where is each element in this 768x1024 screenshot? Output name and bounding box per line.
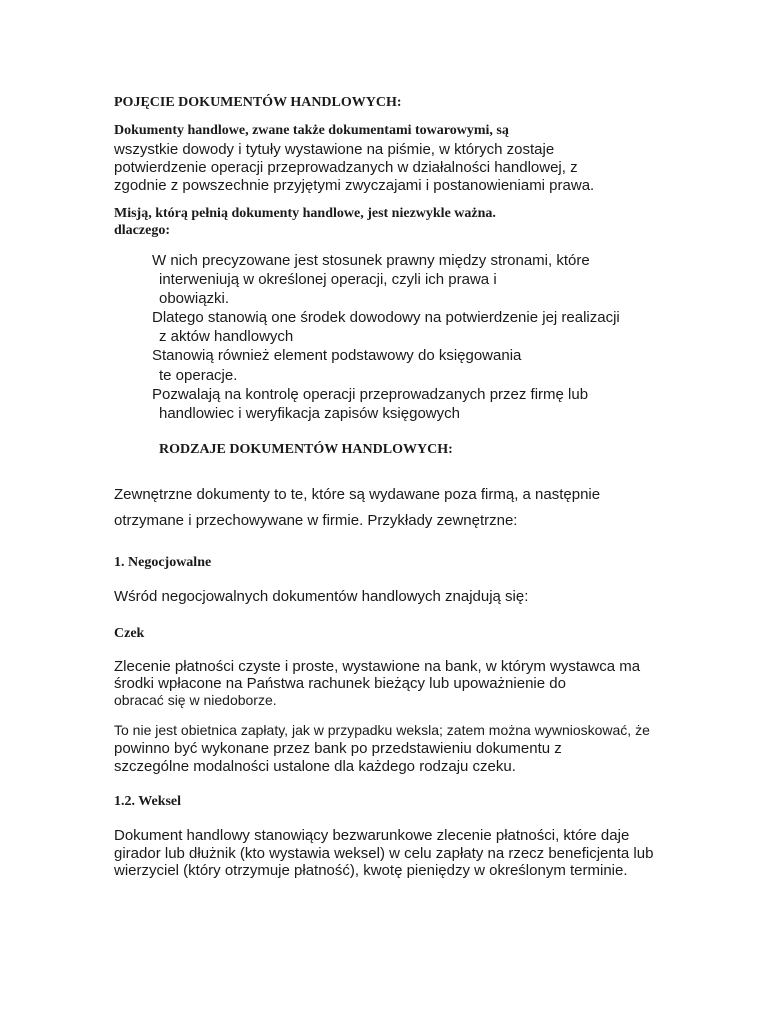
section-negocjowalne: 1. Negocjowalne (114, 555, 212, 570)
bullet-text: Dlatego stanowią one środek dowodowy na potwierdzenie jej realizacji (152, 309, 620, 326)
czek-paragraph: Zlecenie płatności czyste i proste, wystawione na bank, w którym wystawca ma (114, 658, 641, 675)
external-paragraph: Zewnętrzne dokumenty to te, które są wydawane poza firmą, a następnie (114, 486, 601, 503)
weksel-paragraph: girador lub dłużnik (kto wystawia weksel) w celu zapłaty na rzecz beneficjenta lub (114, 845, 654, 862)
czek-paragraph: powinno być wykonane przez bank po przedstawieniu dokumentu z (114, 740, 562, 757)
czek-paragraph: szczególne modalności ustalone dla każdego rodzaju czeku. (114, 758, 516, 775)
bullet-item (137, 252, 590, 269)
bullet-continuation: te operacje. (159, 367, 238, 384)
czek-paragraph: To nie jest obietnica zapłaty, jak w przypadku weksla; zatem można wywnioskować, że (114, 722, 650, 738)
weksel-title: 1.2. Weksel (114, 794, 182, 809)
why-label: dlaczego: (114, 223, 170, 238)
heading-rodzaje: RODZAJE DOKUMENTÓW HANDLOWYCH: (159, 442, 453, 457)
bullet-item (137, 386, 588, 403)
definition-line: wszystkie dowody i tytuły wystawione na piśmie, w których zostaje (114, 141, 555, 158)
czek-paragraph: obracać się w niedoborze. (114, 692, 277, 708)
definition-line: zgodnie z powszechnie przyjętymi zwyczajami i postanowieniami prawa. (114, 177, 595, 194)
bullet-text: W nich precyzowane jest stosunek prawny między stronami, które (152, 252, 590, 269)
external-paragraph: otrzymane i przechowywane w firmie. Przykłady zewnętrzne: (114, 512, 518, 529)
section-intro: Wśród negocjowalnych dokumentów handlowych znajdują się: (114, 588, 529, 605)
heading-pojecie: POJĘCIE DOKUMENTÓW HANDLOWYCH: (114, 95, 402, 110)
bullet-continuation: handlowiec i weryfikacja zapisów księgowych (159, 405, 460, 422)
bullet-continuation: obowiązki. (159, 290, 230, 307)
bullet-item (137, 347, 521, 364)
bullet-text: Pozwalają na kontrolę operacji przeprowadzanych przez firmę lub (152, 386, 589, 403)
mission-statement: Misją, którą pełnią dokumenty handlowe, jest niezwykle ważna. (114, 206, 496, 221)
weksel-paragraph: wierzyciel (który otrzymuje płatność), kwotę pieniędzy w określonym terminie. (114, 862, 628, 879)
definition-lead: Dokumenty handlowe, zwane także dokumentami towarowymi, są (114, 123, 509, 138)
weksel-paragraph: Dokument handlowy stanowiący bezwarunkowe zlecenie płatności, które daje (114, 827, 630, 844)
bullet-continuation: interweniują w określonej operacji, czyli ich prawa i (159, 271, 497, 288)
definition-line: potwierdzenie operacji przeprowadzanych w działalności handlowej, z (114, 159, 578, 176)
bullet-text: Stanowią również element podstawowy do księgowania (152, 347, 522, 364)
bullet-continuation: z aktów handlowych (159, 328, 294, 345)
czek-title: Czek (114, 626, 145, 641)
bullet-item (137, 309, 620, 326)
czek-paragraph: środki wpłacone na Państwa rachunek bieżący lub upoważnienie do (114, 675, 566, 692)
